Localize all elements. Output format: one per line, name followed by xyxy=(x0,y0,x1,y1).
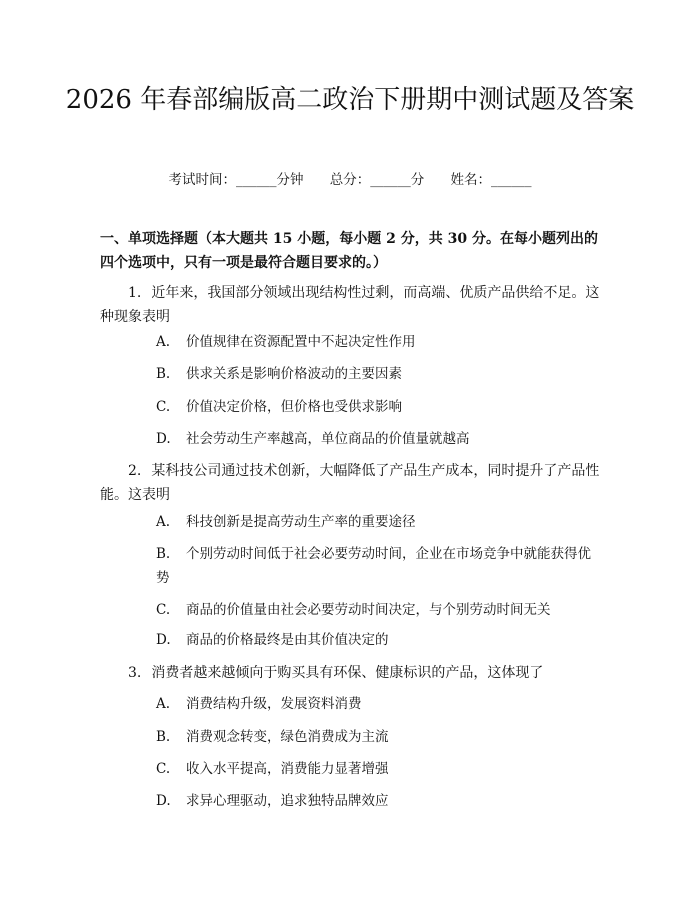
option-text: 科技创新是提高劳动生产率的重要途径 xyxy=(186,514,416,530)
question-stem: 某科技公司通过技术创新，大幅降低了产品生产成本，同时提升了产品性能。这表明 xyxy=(100,463,600,503)
option-letter: C. xyxy=(156,602,171,618)
option-text: 求异心理驱动，追求独特品牌效应 xyxy=(186,793,389,809)
question-3 xyxy=(100,661,600,685)
question-2-option-d xyxy=(156,628,600,652)
option-letter: A. xyxy=(156,514,171,530)
option-text: 商品的价格最终是由其价值决定的 xyxy=(186,632,389,648)
option-letter: A. xyxy=(156,696,171,712)
question-number: 2. xyxy=(128,463,142,479)
option-text: 收入水平提高，消费能力显著增强 xyxy=(186,761,389,777)
question-2-option-b xyxy=(156,542,600,590)
option-letter: B. xyxy=(156,366,171,382)
option-text: 个别劳动时间低于社会必要劳动时间，企业在市场竞争中就能获得优势 xyxy=(156,546,591,586)
option-text: 供求关系是影响价格波动的主要因素 xyxy=(186,366,402,382)
option-text: 消费结构升级，发展资料消费 xyxy=(186,696,362,712)
question-3-option-d xyxy=(156,789,600,813)
section-heading: 一、单项选择题（本大题共 15 小题，每小题 2 分，共 30 分。在每小题列出的四个选项中，只有一项是最符合题目要求的。） xyxy=(100,231,598,271)
option-text: 价值规律在资源配置中不起决定性作用 xyxy=(186,334,416,350)
option-letter: B. xyxy=(156,729,171,745)
total-score-field: 总分：______分 xyxy=(329,172,425,188)
question-stem: 消费者越来越倾向于购买具有环保、健康标识的产品，这体现了 xyxy=(151,665,544,681)
question-3-option-a xyxy=(156,692,600,716)
question-1-option-a xyxy=(156,330,600,354)
option-letter: D. xyxy=(156,632,171,648)
question-2-option-c xyxy=(156,598,600,622)
option-text: 商品的价值量由社会必要劳动时间决定，与个别劳动时间无关 xyxy=(186,602,551,618)
question-1-option-c xyxy=(156,395,600,419)
option-letter: A. xyxy=(156,334,171,350)
exam-time-field: 考试时间：______分钟 xyxy=(168,172,304,188)
question-1-option-b xyxy=(156,362,600,386)
option-text: 消费观念转变，绿色消费成为主流 xyxy=(186,729,389,745)
option-text: 价值决定价格，但价格也受供求影响 xyxy=(186,399,402,415)
question-2 xyxy=(100,459,600,507)
question-2-option-a xyxy=(156,510,600,534)
option-text: 社会劳动生产率越高，单位商品的价值量就越高 xyxy=(186,431,470,447)
option-letter: C. xyxy=(156,761,171,777)
student-name-field: 姓名：______ xyxy=(450,172,532,188)
question-1 xyxy=(100,281,600,329)
question-3-option-c xyxy=(156,757,600,781)
option-letter: D. xyxy=(156,793,171,809)
option-letter: D. xyxy=(156,431,171,447)
question-stem: 近年来，我国部分领域出现结构性过剩，而高端、优质产品供给不足。这种现象表明 xyxy=(100,285,600,325)
question-3-option-b xyxy=(156,725,600,749)
option-letter: B. xyxy=(156,546,171,562)
question-number: 1. xyxy=(128,285,142,301)
exam-meta xyxy=(0,168,700,188)
page-title: 2026 年春部编版高二政治下册期中测试题及答案 xyxy=(65,85,635,115)
option-letter: C. xyxy=(156,399,171,415)
question-1-option-d xyxy=(156,427,600,451)
question-number: 3. xyxy=(128,665,142,681)
